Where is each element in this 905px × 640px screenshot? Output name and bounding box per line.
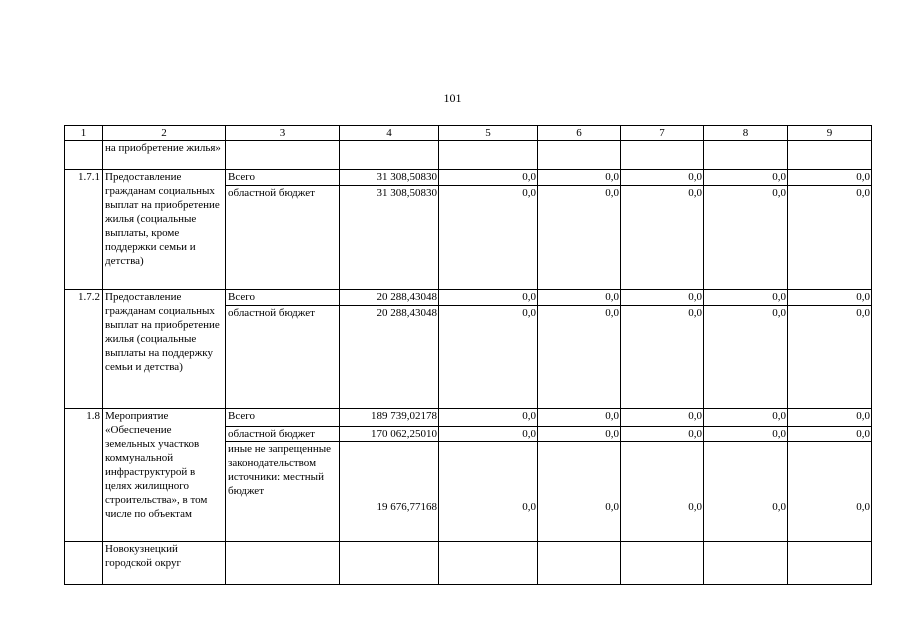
- value-cell: 0,0: [704, 306, 788, 409]
- value-cell: [704, 542, 788, 585]
- source-cell: иные не запрещенные законодательством источники: местный бюджет: [226, 442, 340, 542]
- value-cell: 0,0: [788, 170, 872, 186]
- value-cell: [621, 542, 704, 585]
- value-cell: 0,0: [439, 306, 538, 409]
- item-name-cell: Мероприятие «Обеспечение земельных участков коммунальной инфраструктурой в целях жилищного строительства», в том числе по объектам: [103, 409, 226, 542]
- source-cell: областной бюджет: [226, 427, 340, 442]
- column-header: 7: [621, 126, 704, 141]
- column-header: 8: [704, 126, 788, 141]
- source-cell: областной бюджет: [226, 306, 340, 409]
- value-cell: 0,0: [439, 170, 538, 186]
- value-cell: 189 739,02178: [340, 409, 439, 427]
- value-cell: 0,0: [704, 442, 788, 542]
- value-cell: [439, 542, 538, 585]
- item-code-cell: [65, 141, 103, 170]
- value-cell: 0,0: [788, 442, 872, 542]
- item-name-cell: Предоставление гражданам социальных выплат на приобретение жилья (социальные выплаты, кроме поддержки семьи и детства): [103, 170, 226, 290]
- item-code-cell: 1.8: [65, 409, 103, 542]
- value-cell: 0,0: [621, 306, 704, 409]
- value-cell: 0,0: [439, 442, 538, 542]
- item-name-cell: на приобретение жилья»: [103, 141, 226, 170]
- value-cell: 170 062,25010: [340, 427, 439, 442]
- value-cell: 0,0: [439, 409, 538, 427]
- value-cell: 31 308,50830: [340, 170, 439, 186]
- column-header: 9: [788, 126, 872, 141]
- value-cell: 0,0: [788, 409, 872, 427]
- value-cell: [788, 141, 872, 170]
- value-cell: 0,0: [538, 170, 621, 186]
- value-cell: 0,0: [538, 290, 621, 306]
- value-cell: 0,0: [538, 409, 621, 427]
- value-cell: [538, 542, 621, 585]
- value-cell: 0,0: [621, 409, 704, 427]
- value-cell: 0,0: [538, 442, 621, 542]
- column-header: 3: [226, 126, 340, 141]
- item-code-cell: [65, 542, 103, 585]
- table-header-row: [65, 126, 872, 141]
- item-name-cell: Предоставление гражданам социальных выплат на приобретение жилья (социальные выплаты на поддержку семьи и детства): [103, 290, 226, 409]
- source-cell: областной бюджет: [226, 186, 340, 290]
- value-cell: 0,0: [538, 427, 621, 442]
- source-cell: [226, 141, 340, 170]
- value-cell: 0,0: [788, 290, 872, 306]
- value-cell: 31 308,50830: [340, 186, 439, 290]
- value-cell: 0,0: [439, 186, 538, 290]
- table-row: [65, 290, 872, 306]
- value-cell: 0,0: [621, 442, 704, 542]
- value-cell: [788, 542, 872, 585]
- source-cell: Всего: [226, 290, 340, 306]
- column-header: 4: [340, 126, 439, 141]
- value-cell: [340, 542, 439, 585]
- table-row: [65, 542, 872, 585]
- budget-table: [64, 125, 872, 585]
- value-cell: [538, 141, 621, 170]
- table-row: [65, 409, 872, 427]
- table-row: [65, 141, 872, 170]
- value-cell: 0,0: [788, 306, 872, 409]
- column-header: 1: [65, 126, 103, 141]
- value-cell: 0,0: [788, 186, 872, 290]
- column-header: 5: [439, 126, 538, 141]
- value-cell: 0,0: [704, 186, 788, 290]
- item-name-cell: Новокузнецкий городской округ: [103, 542, 226, 585]
- item-code-cell: 1.7.1: [65, 170, 103, 290]
- value-cell: 19 676,77168: [340, 442, 439, 542]
- value-cell: 20 288,43048: [340, 290, 439, 306]
- value-cell: [704, 141, 788, 170]
- column-header: 6: [538, 126, 621, 141]
- value-cell: 0,0: [704, 170, 788, 186]
- item-code-cell: 1.7.2: [65, 290, 103, 409]
- page-number: 101: [443, 91, 462, 105]
- value-cell: 0,0: [538, 186, 621, 290]
- value-cell: [621, 141, 704, 170]
- value-cell: 0,0: [788, 427, 872, 442]
- value-cell: 0,0: [704, 427, 788, 442]
- value-cell: 0,0: [538, 306, 621, 409]
- source-cell: Всего: [226, 409, 340, 427]
- value-cell: 0,0: [704, 290, 788, 306]
- value-cell: [439, 141, 538, 170]
- table-row: [65, 170, 872, 186]
- value-cell: [340, 141, 439, 170]
- value-cell: 0,0: [704, 409, 788, 427]
- value-cell: 0,0: [621, 427, 704, 442]
- source-cell: Всего: [226, 170, 340, 186]
- source-cell: [226, 542, 340, 585]
- value-cell: 0,0: [439, 290, 538, 306]
- value-cell: 0,0: [621, 290, 704, 306]
- column-header: 2: [103, 126, 226, 141]
- value-cell: 0,0: [621, 170, 704, 186]
- value-cell: 20 288,43048: [340, 306, 439, 409]
- value-cell: 0,0: [621, 186, 704, 290]
- value-cell: 0,0: [439, 427, 538, 442]
